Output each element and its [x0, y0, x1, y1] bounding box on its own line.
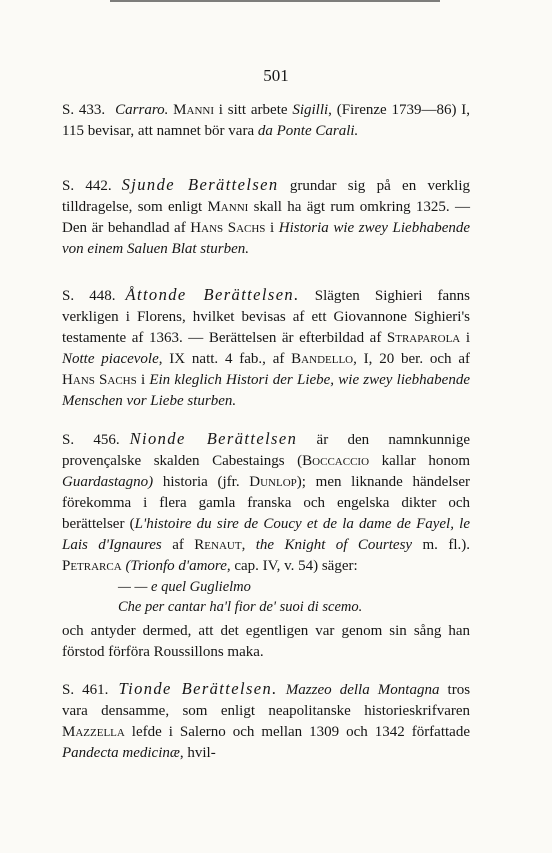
top-rule: [110, 0, 440, 2]
verse-line-1: — — e quel Guglielmo: [118, 579, 251, 595]
note-text: är den namnkunnige provençalske skalden Cabestaings (Boccaccio kallar honom Guardastagno) historia (jfr. Dunlop); men liknande händelser förekomma i flera gamla franska och engelska dikter och berättelser (L'histoire du sire de Coucy et de la dame de Fayel, le Lais d'Ignaures af Renaut, the Knight of Courtesy m. fl.). Petrarca (Trionfo d'amore, cap. IV, v. 54) säger:: [62, 432, 471, 574]
note-ref: S. 456.: [62, 432, 120, 448]
note-text: Manni i sitt arbete Sigilli, (Firenze 1739—86) I, 115 bevisar, att namnet bör vara da Ponte Carali.: [62, 102, 470, 139]
note-433: [62, 100, 470, 142]
verse-line-2: Che per cantar ha'l fior de' suoi di scemo.: [118, 599, 363, 615]
note-ref: S. 442.: [62, 178, 112, 194]
page-number: 501: [263, 66, 289, 85]
note-448: [62, 284, 470, 412]
note-lead: Nionde Berättelsen: [129, 429, 298, 448]
note-lead: Åttonde Berättelsen.: [125, 285, 300, 304]
note-ref: S. 448.: [62, 288, 116, 304]
note-461: [62, 678, 470, 764]
note-442: [62, 174, 470, 260]
note-456: [62, 428, 470, 577]
note-ref: S. 433.: [62, 102, 106, 118]
note-lead: Tionde Berättelsen.: [118, 679, 278, 698]
note-text: Slägten Sighieri fanns verkligen i Florens, hvilket bevisas af ett Giovannone Sighieri's testamente af 1363. — Berättelsen är efterbildad af Straparola i Notte piacevole, IX natt. 4 fab., af Bandello, I, 20 ber. och af Hans Sachs i Ein kleglich Histori der Liebe, wie zwey liebhabende Menschen vor Liebe sturben.: [62, 288, 470, 409]
after-verse-text: och antyder dermed, att det egentligen var genom sin sång han förstod förföra Roussillons maka.: [62, 623, 470, 660]
note-text: grundar sig på en verklig tilldragelse, som enligt Manni skall ha ägt rum omkring 1325. — Den är behandlad af Hans Sachs i Historia wie zwey Liebhabende von einem Saluen Blat sturben.: [62, 178, 471, 257]
note-lead: Carraro.: [115, 102, 169, 118]
note-ref: S. 461.: [62, 682, 109, 698]
note-text: Mazzeo della Montagna tros vara densamme, som enligt neapolitanske historieskrifvaren Mazzella lefde i Salerno och mellan 1309 och 1342 författade Pandecta medicinæ, hvil-: [62, 682, 471, 761]
note-lead: Sjunde Berättelsen: [121, 175, 279, 194]
